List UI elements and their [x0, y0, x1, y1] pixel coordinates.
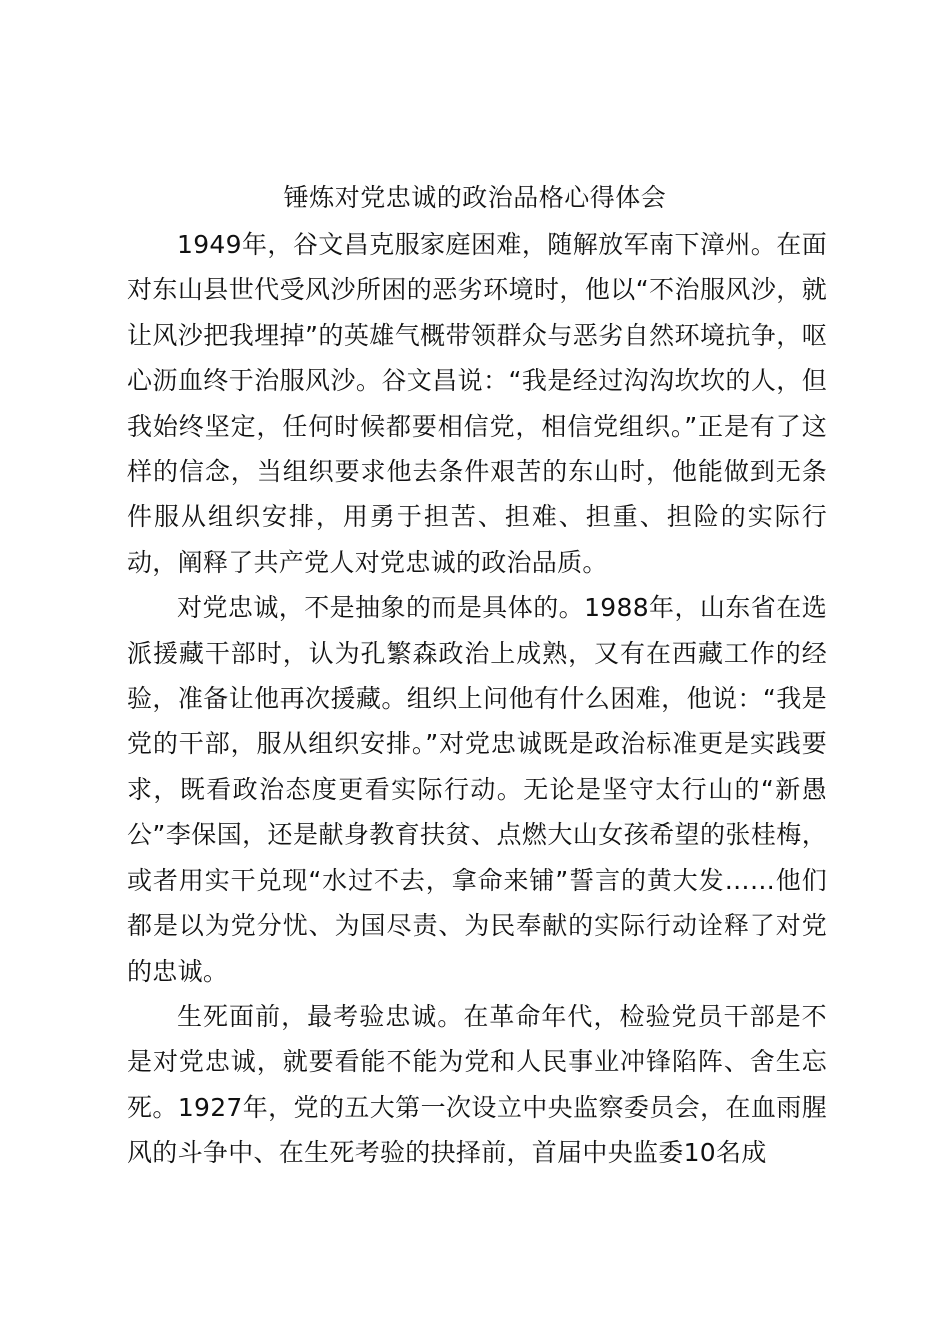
document-body: [127, 222, 827, 1176]
document-title: 锤炼对党忠诚的政治品格心得体会: [283, 183, 667, 212]
paragraph-2: 对党忠诚，不是抽象的而是具体的。1988年，山东省在选派援藏干部时，认为孔繁森政治上成熟，又有在西藏工作的经验，准备让他再次援藏。组织上问他有什么困难，他说：“我是党的干部，服从组织安排。”对党忠诚既是政治标准更是实践要求，既看政治态度更看实际行动。无论是坚守太行山的“新愚公”李保国，还是献身教育扶贫、点燃大山女孩希望的张桂梅，或者用实干兑现“水过不去，拿命来铺”誓言的黄大发……他们都是以为党分忧、为国尽责、为民奉献的实际行动诠释了对党的忠诚。: [127, 593, 827, 986]
paragraph-1: 1949年，谷文昌克服家庭困难，随解放军南下漳州。在面对东山县世代受风沙所困的恶劣环境时，他以“不治服风沙，就让风沙把我埋掉”的英雄气概带领群众与恶劣自然环境抗争，呕心沥血终于治服风沙。谷文昌说：“我是经过沟沟坎坎的人，但我始终坚定，任何时候都要相信党，相信党组织。”正是有了这样的信念，当组织要求他去条件艰苦的东山时，他能做到无条件服从组织安排，用勇于担苦、担难、担重、担险的实际行动，阐释了共产党人对党忠诚的政治品质。: [127, 230, 827, 577]
paragraph-3: 生死面前，最考验忠诚。在革命年代，检验党员干部是不是对党忠诚，就要看能不能为党和人民事业冲锋陷阵、舍生忘死。1927年，党的五大第一次设立中央监察委员会，在血雨腥风的斗争中、在生死考验的抉择前，首届中央监委10名成: [127, 1001, 827, 1168]
